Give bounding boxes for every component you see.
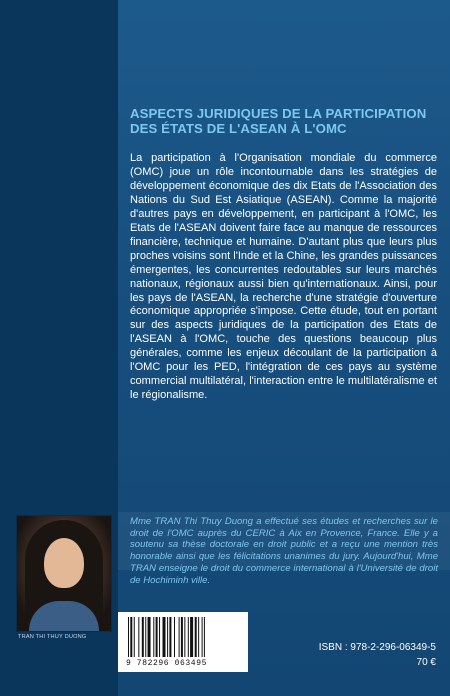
author-photo-caption: TRAN THI THUY DUONG <box>18 634 87 640</box>
isbn-text: ISBN : 978-2-296-06349-5 <box>318 642 436 653</box>
summary-text: La participation à l'Organisation mondiale du commerce (OMC) joue un rôle incontournable dans les stratégies de développement économique des dix Etats de l'Association des Nations du Sud Est Asiatique (ASEAN). Comme la majorité d'autres pays en développement, en participant à l'OMC, les Etats de l'ASEAN doivent faire face au manque de ressources financière, technique et humaine. D'autant plus que leurs plus proches voisins sont l'Inde et la Chine, les grandes puissances émergentes, les concurrentes redoutables sur leurs marchés nationaux, régionaux aussi bien qu'internationaux. Ainsi, pour les pays de l'ASEAN, la recherche d'une stratégie d'ouverture économique appropriée s'impose. Cette étude, tout en portant sur des aspects juridiques de la participation des Etats de l'ASEAN à l'OMC, touche des questions beaucoup plus générales, comme les enjeux découlant de la participation à l'OMC pour les PED, l'intégration de ces pays au système commercial multilatéral, l'interaction entre le multilatéralisme et le régionalisme. <box>130 152 437 402</box>
book-title-line-2: DES ÉTATS DE L'ASEAN À L'OMC <box>130 121 347 136</box>
author-bio: Mme TRAN Thi Thuy Duong a effectué ses études et recherches sur le droit de l'OMC auprès du CERIC à Aix en Provence, France. Elle y a soutenu sa thèse doctorale en droit public et a reçu une mention très honorable ainsi que les félicitations unanimes du jury. Aujourd'hui, Mme TRAN enseigne le droit du commerce international à l'Université de droit de Hochiminh ville. <box>130 516 438 586</box>
barcode-icon <box>126 617 240 657</box>
price-text: 70 € <box>416 657 436 668</box>
author-photo <box>16 515 112 632</box>
barcode-number: 9 782296 063495 <box>126 659 208 668</box>
photo-face <box>44 538 84 588</box>
book-title <box>130 106 430 136</box>
book-title-line-1: ASPECTS JURIDIQUES DE LA PARTICIPATION <box>130 106 427 121</box>
